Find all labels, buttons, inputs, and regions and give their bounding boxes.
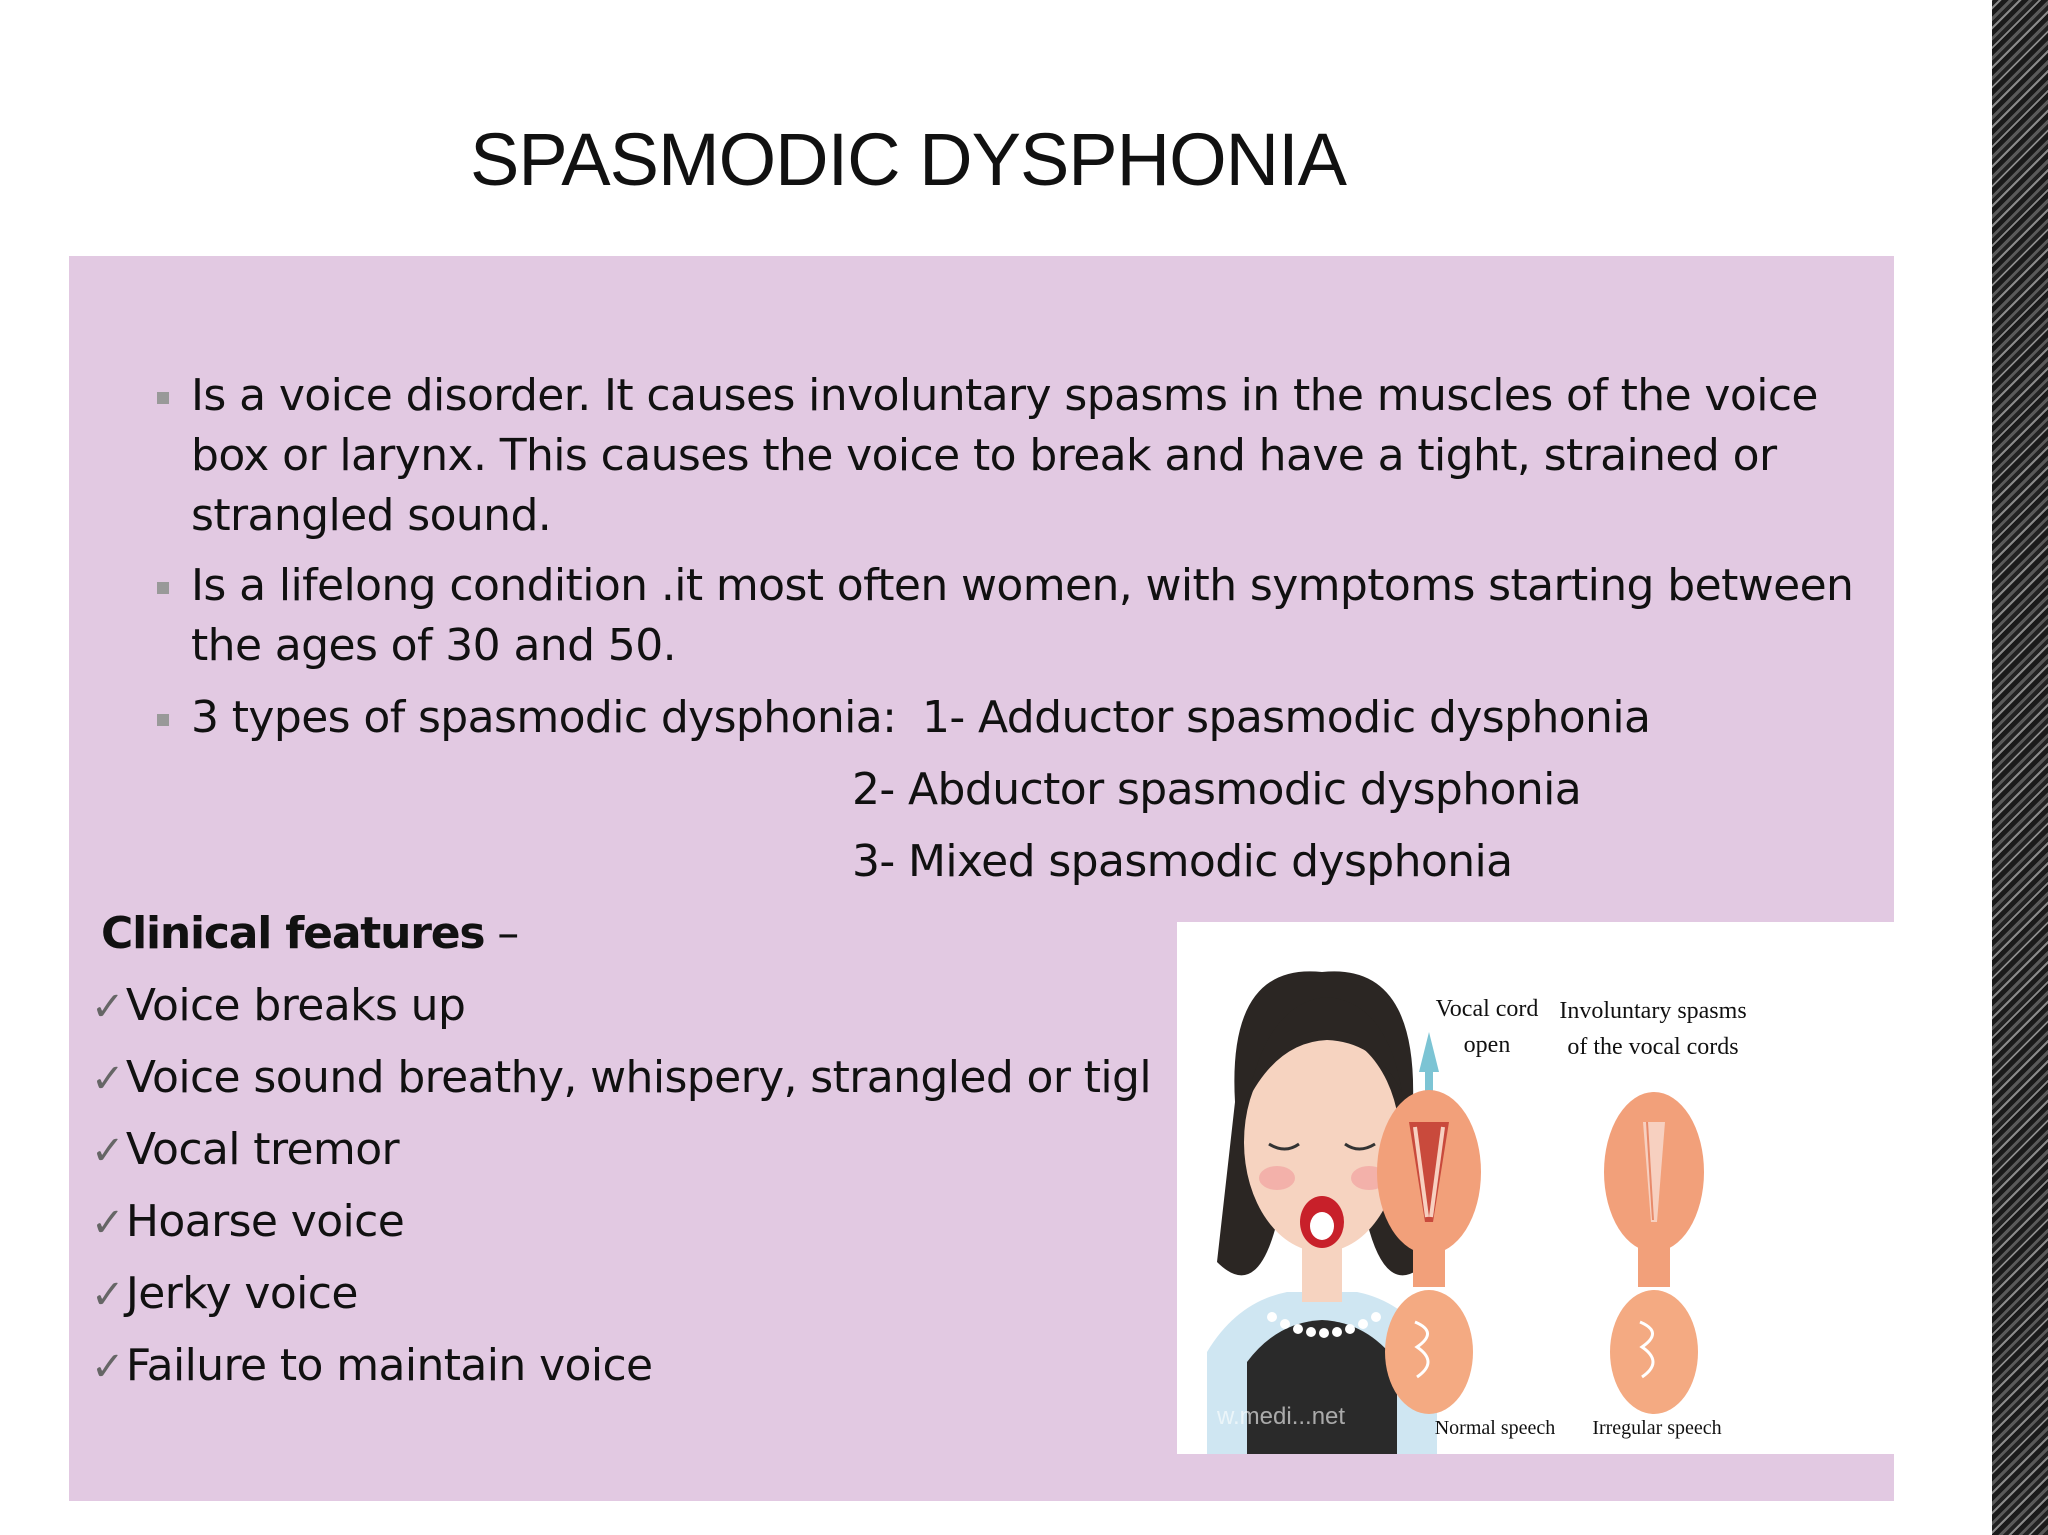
clinical-feature-item: [91, 976, 465, 1037]
clinical-feature-item: [91, 1048, 1151, 1109]
clinical-heading-text: Clinical features: [101, 908, 485, 959]
clinical-feature-item: [91, 1192, 404, 1253]
decorative-side-strip: [1982, 0, 2048, 1535]
dysphonia-type: 2- Abductor spasmodic dysphonia: [852, 764, 1582, 815]
clinical-heading-dash: –: [484, 908, 518, 959]
bullet-text: Is a lifelong condition .it most often women, with symptoms starting between the ages of 30 and 50.: [191, 560, 1854, 671]
clinical-feature-text: Hoarse voice: [125, 1196, 405, 1247]
dysphonia-illustration: [1177, 922, 1982, 1454]
check-icon: ✓: [91, 1272, 124, 1318]
bullet-square-icon: [157, 392, 169, 404]
clinical-feature-text: Jerky voice: [125, 1268, 358, 1319]
clinical-features-heading: [101, 904, 518, 964]
bullet-text: Is a voice disorder. It causes involuntary spasms in the muscles of the voice box or larynx. This causes the voice to break and have a tight, strained or strangled sound.: [191, 370, 1818, 541]
clinical-feature-text: Voice breaks up: [125, 980, 466, 1031]
check-icon: ✓: [91, 1056, 124, 1102]
label-irregular-speech: Irregular speech: [1592, 1417, 1722, 1439]
label-normal-speech: Normal speech: [1434, 1417, 1556, 1439]
check-icon: ✓: [91, 1128, 124, 1174]
check-icon: ✓: [91, 984, 124, 1030]
check-icon: ✓: [91, 1200, 124, 1246]
check-icon: ✓: [91, 1344, 124, 1390]
watermark-text: w.medi...net: [1217, 1403, 1346, 1430]
spasming-vocal-cord-icon: [1604, 1092, 1704, 1414]
label-vocal-cord-open: Vocal cord: [1435, 996, 1539, 1022]
clinical-feature-item: [91, 1336, 653, 1397]
bullet-square-icon: [157, 714, 169, 726]
clinical-feature-text: Failure to maintain voice: [125, 1340, 653, 1391]
clinical-feature-text: Voice sound breathy, whispery, strangled or tigl: [125, 1052, 1151, 1103]
slide-title: SPASMODIC DYSPHONIA: [470, 118, 1347, 201]
bullet-square-icon: [157, 582, 169, 594]
clinical-feature-item: [91, 1264, 358, 1325]
dysphonia-type: 3- Mixed spasmodic dysphonia: [852, 836, 1513, 887]
label-involuntary-spasms: Involuntary spasms: [1559, 998, 1747, 1024]
dysphonia-type: 1- Adductor spasmodic dysphonia: [922, 692, 1651, 743]
bullet-item: [131, 556, 1891, 676]
illustration-svg: [1177, 922, 1982, 1454]
bullet-text: 3 types of spasmodic dysphonia:: [191, 692, 897, 743]
bullet-item: [131, 366, 1851, 546]
clinical-feature-text: Vocal tremor: [125, 1124, 400, 1175]
clinical-feature-item: [91, 1120, 399, 1181]
label-vocal-cord-open-2: open: [1463, 1032, 1511, 1058]
label-involuntary-spasms-2: of the vocal cords: [1567, 1034, 1739, 1060]
